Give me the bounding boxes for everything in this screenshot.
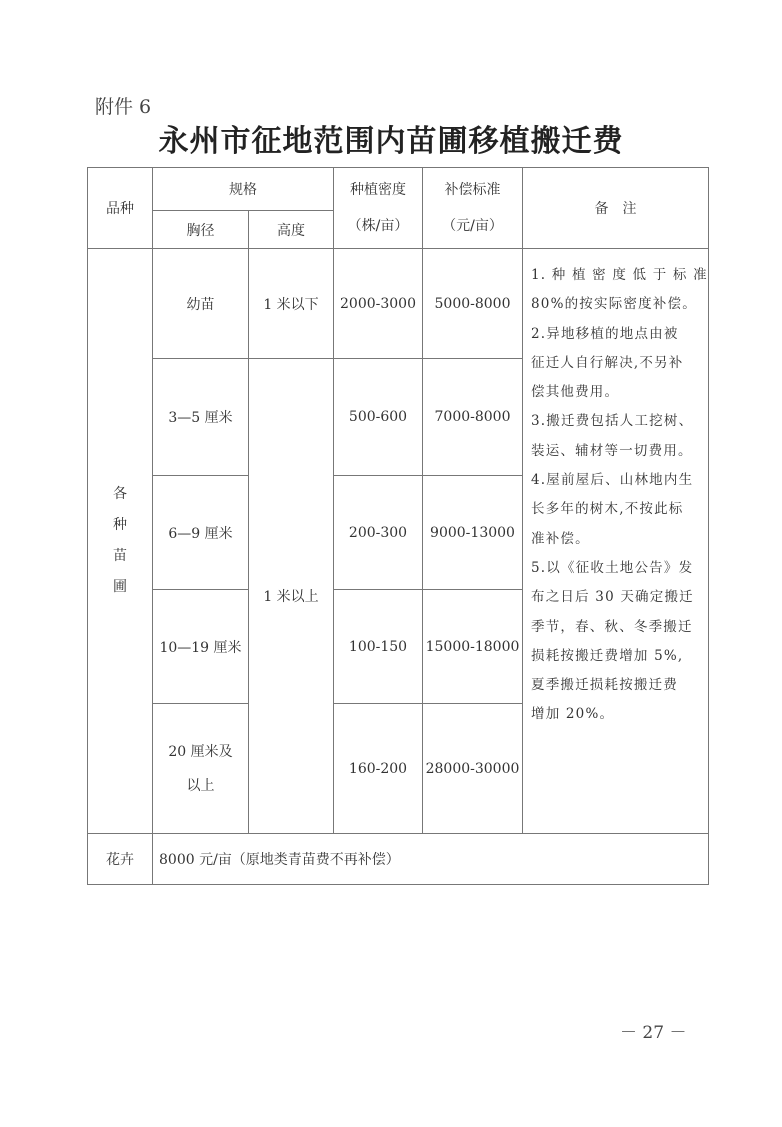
diameter-cell: 6—9 厘米 (153, 476, 249, 590)
header-standard: 补偿标准 （元/亩） (423, 168, 523, 249)
header-density: 种植密度 （株/亩） (334, 168, 423, 249)
header-diameter: 胸径 (153, 211, 249, 249)
density-cell: 500-600 (334, 359, 423, 476)
flowers-value: 8000 元/亩（原地类青苗费不再补偿） (153, 834, 709, 885)
standard-cell: 5000-8000 (423, 249, 523, 359)
document-title: 永州市征地范围内苗圃移植搬迁费 (158, 124, 624, 159)
table-row-flowers (88, 834, 709, 885)
standard-cell: 7000-8000 (423, 359, 523, 476)
table-row (88, 249, 709, 359)
attachment-label: 附件 6 (95, 96, 152, 118)
density-cell: 160-200 (334, 704, 423, 834)
density-cell: 200-300 (334, 476, 423, 590)
diameter-cell: 幼苗 (153, 249, 249, 359)
species-cell: 各 种 苗 圃 (88, 249, 153, 834)
standard-cell: 28000-30000 (423, 704, 523, 834)
remarks-cell: 1. 种 植 密 度 低 于 标 准 80%的按实际密度补偿。 2.异地移植的地点由被 征迁人自行解决,不另补 偿其他费用。 3.搬迁费包括人工挖树、 装运、辅材等一切费用。 4.屋前屋后、山林地内生 长多年的树木,不按此标 准补偿。 5.以《征收土地公告》发 布之日后 30 天确定搬迁 季节，春、秋、冬季搬迁 损耗按搬迁费增加 5%, 夏季搬迁损耗按搬迁费 增加 20%。 (523, 249, 709, 834)
diameter-cell: 20 厘米及 以上 (153, 704, 249, 834)
standard-cell: 15000-18000 (423, 590, 523, 704)
diameter-cell: 3—5 厘米 (153, 359, 249, 476)
standard-cell: 9000-13000 (423, 476, 523, 590)
header-species: 品种 (88, 168, 153, 249)
header-height: 高度 (249, 211, 334, 249)
header-spec: 规格 (153, 168, 334, 211)
flowers-label: 花卉 (88, 834, 153, 885)
page-number: － 27 － (620, 1023, 687, 1043)
height-cell: 1 米以下 (249, 249, 334, 359)
header-remarks: 备 注 (523, 168, 709, 249)
density-cell: 100-150 (334, 590, 423, 704)
compensation-table (87, 167, 709, 885)
density-cell: 2000-3000 (334, 249, 423, 359)
height-cell: 1 米以上 (249, 359, 334, 834)
diameter-cell: 10—19 厘米 (153, 590, 249, 704)
